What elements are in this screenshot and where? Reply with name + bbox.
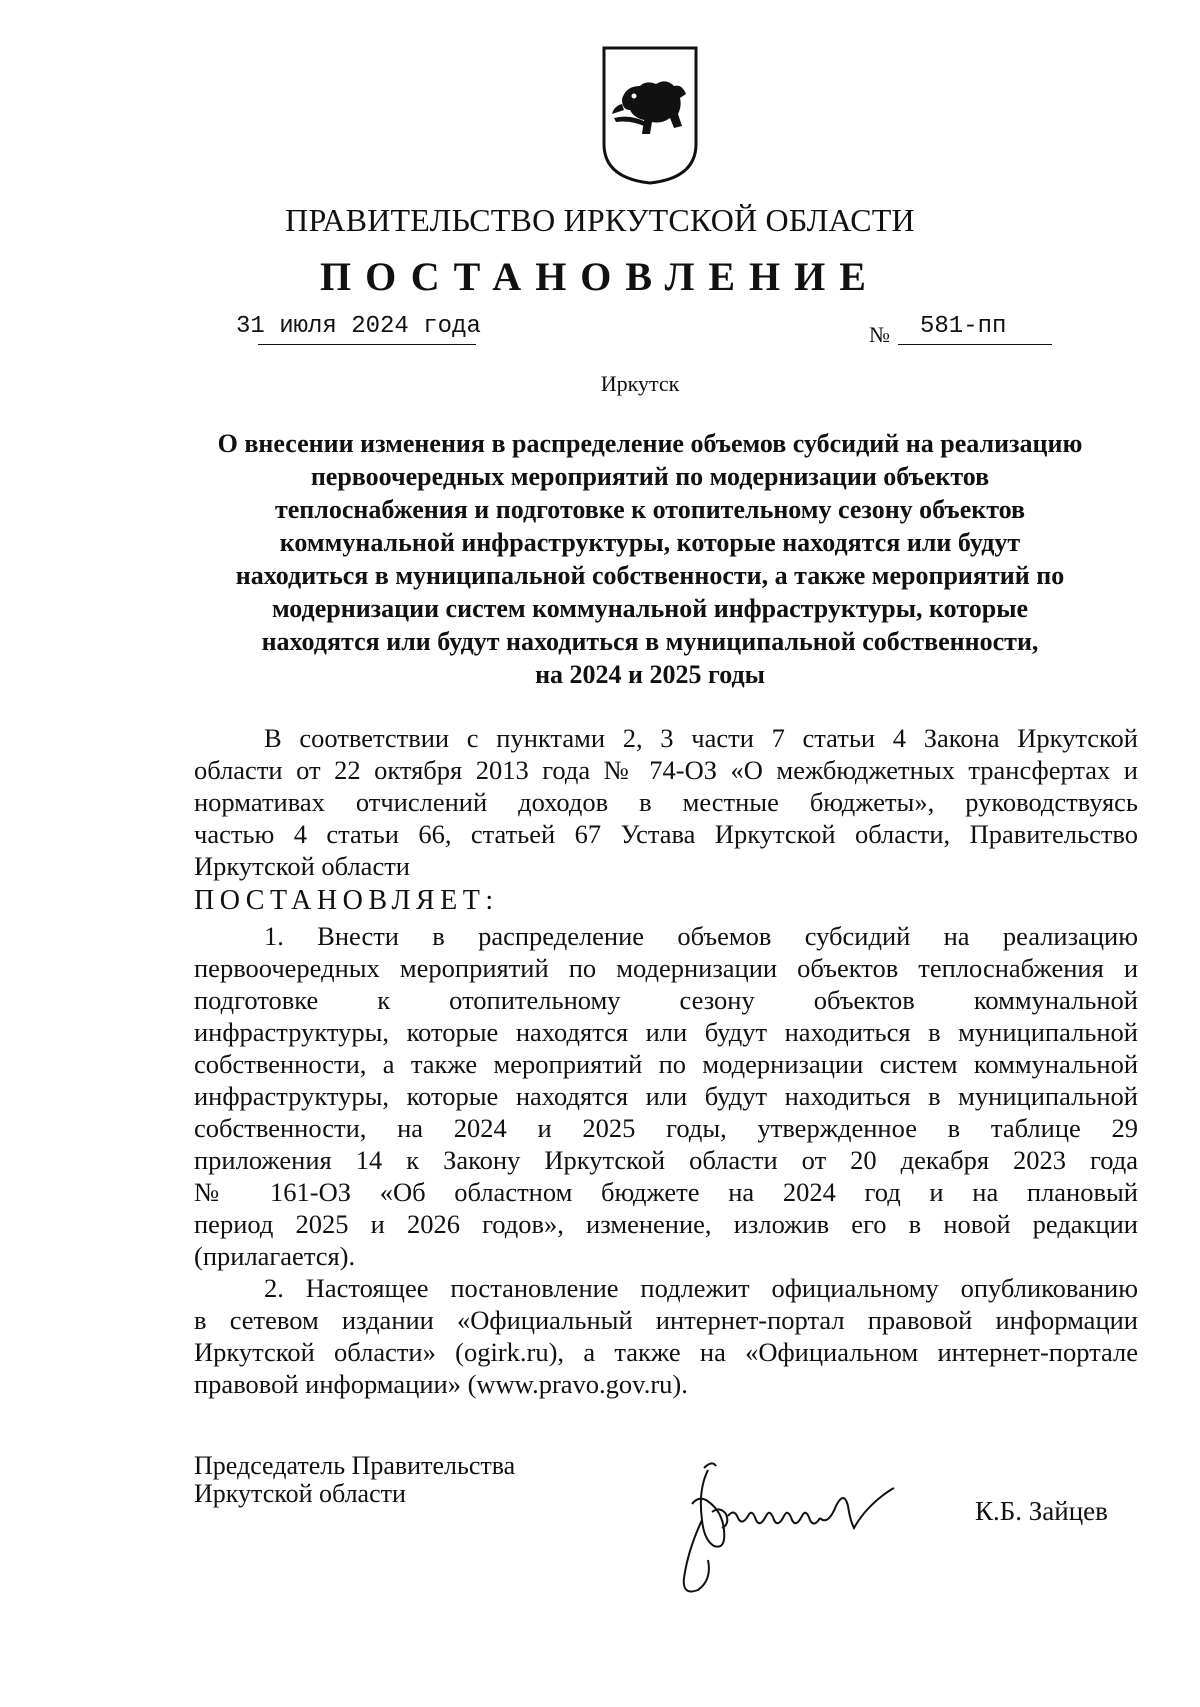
title-line: теплоснабжения и подготовке к отопительному сезону объектов — [274, 495, 1026, 524]
text-line: (прилагается). — [194, 1241, 356, 1271]
signatory-position — [194, 1452, 515, 1508]
text-line: Иркутской области» (ogirk.ru), а также на «Официальном интернет-портале — [194, 1337, 1138, 1367]
position-line: Иркутской области — [194, 1479, 406, 1508]
text-line: В соответствии с пунктами 2, 3 части 7 статьи 4 Закона Иркутской — [264, 723, 1138, 753]
item-1-paragraph — [194, 920, 1138, 1272]
document-date: 31 июля 2024 года — [236, 313, 481, 340]
text-line: в сетевом издании «Официальный интернет-портал правовой информации — [194, 1305, 1138, 1335]
decree-word: ПОСТАНОВЛЯЕТ: — [194, 885, 499, 916]
text-line: первоочередных мероприятий по модернизации объектов теплоснабжения и — [194, 953, 1138, 983]
number-underline — [898, 344, 1052, 345]
date-underline — [258, 344, 476, 345]
document-type: ПОСТАНОВЛЕНИЕ — [320, 254, 880, 299]
text-line: № 161-ОЗ «Об областном бюджете на 2024 год и на плановый — [194, 1177, 1138, 1207]
title-line: модернизации систем коммунальной инфраструктуры, которые — [271, 594, 1029, 623]
title-line: первоочередных мероприятий по модернизации объектов — [310, 462, 990, 491]
document-title — [150, 427, 1150, 691]
text-line: правовой информации» (www.pravo.gov.ru). — [194, 1369, 688, 1399]
signatory-name: К.Б. Зайцев — [975, 1496, 1108, 1526]
text-line: Иркутской области — [194, 851, 410, 881]
number-sign: № — [869, 322, 890, 347]
document-number: 581-пп — [920, 313, 1007, 340]
text-line: собственности, а также мероприятий по модернизации систем коммунальной — [194, 1049, 1138, 1079]
text-line: период 2025 и 2026 годов», изменение, изложив его в новой редакции — [194, 1209, 1138, 1239]
text-line: 2. Настоящее постановление подлежит официальному опубликованию — [264, 1273, 1138, 1303]
position-line: Председатель Правительства — [194, 1451, 516, 1480]
text-line: области от 22 октября 2013 года № 74-ОЗ «О межбюджетных трансфертах и — [194, 755, 1138, 785]
title-line: О внесении изменения в распределение объемов субсидий на реализацию — [217, 429, 1083, 458]
title-line: находиться в муниципальной собственности, а также мероприятий по — [235, 561, 1065, 590]
city: Иркутск — [600, 371, 680, 396]
title-line: коммунальной инфраструктуры, которые находятся или будут — [279, 528, 1021, 557]
item-2-paragraph — [194, 1272, 1138, 1400]
text-line: собственности, на 2024 и 2025 годы, утвержденное в таблице 29 — [194, 1113, 1138, 1143]
coat-of-arms-icon — [600, 44, 700, 186]
handwritten-signature-icon — [668, 1450, 928, 1600]
preamble-paragraph — [194, 722, 1138, 882]
text-line: частью 4 статьи 66, статьей 67 Устава Иркутской области, Правительство — [194, 819, 1138, 849]
text-line: инфраструктуры, которые находятся или будут находиться в муниципальной — [194, 1081, 1138, 1111]
title-line: на 2024 и 2025 годы — [535, 660, 765, 689]
title-line: находятся или будут находиться в муниципальной собственности, — [261, 627, 1039, 656]
text-line: нормативах отчислений доходов в местные бюджеты», руководствуясь — [194, 787, 1138, 817]
text-line: инфраструктуры, которые находятся или будут находиться в муниципальной — [194, 1017, 1138, 1047]
text-line: приложения 14 к Закону Иркутской области от 20 декабря 2023 года — [194, 1145, 1138, 1175]
government-name: ПРАВИТЕЛЬСТВО ИРКУТСКОЙ ОБЛАСТИ — [285, 202, 915, 238]
text-line: подготовке к отопительному сезону объектов коммунальной — [194, 985, 1138, 1015]
text-line: 1. Внести в распределение объемов субсидий на реализацию — [264, 921, 1138, 951]
